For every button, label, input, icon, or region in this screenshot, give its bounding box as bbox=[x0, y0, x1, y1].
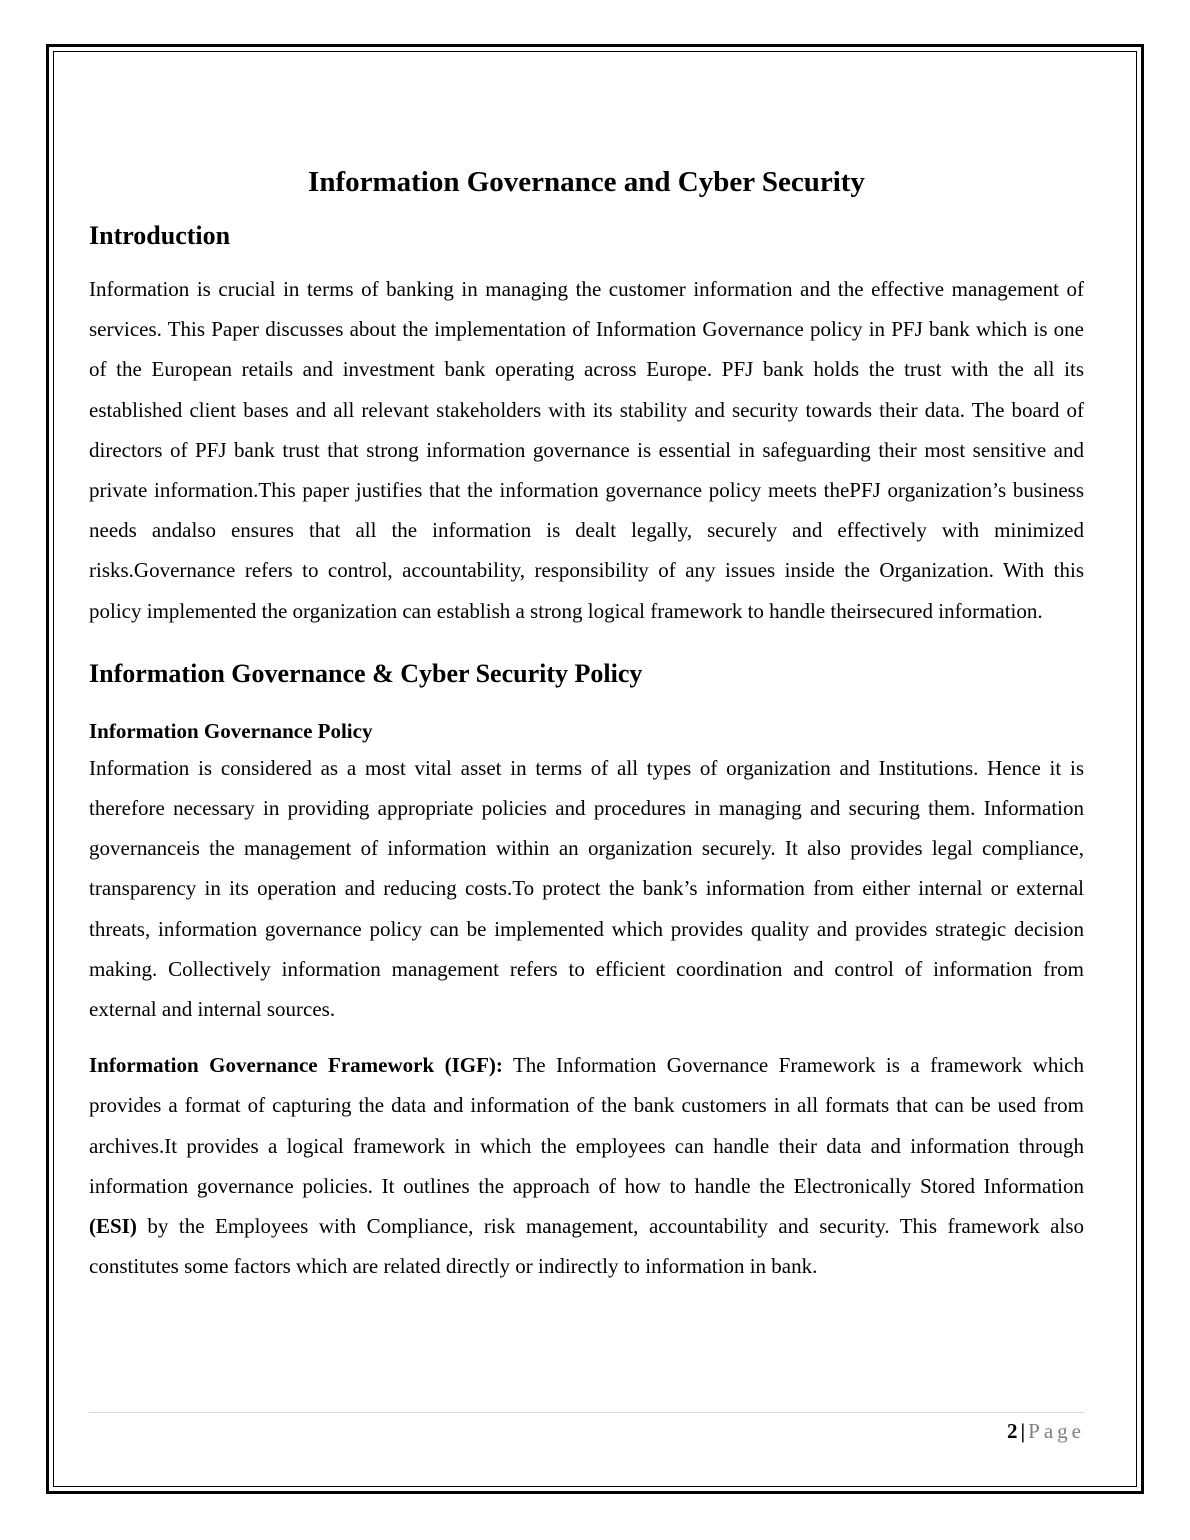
ig-policy-paragraph: Information is considered as a most vital asset in terms of all types of organization and Institutions. Hence it is therefore necessary in providing appropriate policies and procedures in managing and securing them. Information governanceis the management of information within an organization securely. It also provides legal compliance, transparency in its operation and reducing costs.To protect the bank’s information from either internal or external threats, information governance policy can be implemented which provides quality and provides strategic decision making. Collectively information management refers to efficient coordination and control of information from external and internal sources. bbox=[89, 755, 1084, 1022]
page-number: 2 bbox=[1007, 1419, 1018, 1443]
introduction-paragraph: Information is crucial in terms of banking in managing the customer information and the effective management of services. This Paper discusses about the implementation of Information Governance policy in PFJ bank which is one of the European retails and investment bank operating across Europe. PFJ bank holds the trust with the all its established client bases and all relevant stakeholders with its stability and security towards their data. The board of directors of PFJ bank trust that strong information governance is essential in safeguarding their most sensitive and private information.This paper justifies that the information governance policy meets thePFJ organization’s business needs andalso ensures that all the information is dealt legally, securely and effectively with minimized risks.Governance refers to control, accountability, responsibility of any issues inside the Organization. With this policy implemented the organization can establish a strong logical framework to handle theirsecured information. bbox=[89, 277, 1084, 623]
igf-text-part-2: by the Employees with Compliance, risk management, accountability and security. This framework also constitutes some factors which are related directly or indirectly to information in bank. bbox=[89, 1214, 1084, 1279]
footer-separator: | bbox=[1020, 1419, 1026, 1443]
footer-rule bbox=[89, 1412, 1085, 1413]
page-footer bbox=[1007, 1417, 1085, 1445]
document-title: Information Governance and Cyber Security bbox=[308, 166, 865, 198]
esi-term: (ESI) bbox=[89, 1214, 137, 1239]
igf-lead-term: Information Governance Framework (IGF): bbox=[89, 1053, 503, 1078]
policy-section-heading: Information Governance & Cyber Security Policy bbox=[89, 658, 643, 688]
introduction-heading: Introduction bbox=[89, 221, 231, 250]
document-body bbox=[89, 160, 1084, 1286]
ig-policy-heading: Information Governance Policy bbox=[89, 718, 373, 743]
page-label: Page bbox=[1028, 1419, 1085, 1443]
igf-paragraph bbox=[89, 1045, 1084, 1286]
igf-text-part-1: The Information Governance Framework is a framework which provides a format of capturing the data and information of the bank customers in all formats that can be used from archives.It provides a logical framework in which the employees can handle their data and information through information governance policies. It outlines the approach of how to handle the Electronically Stored Information bbox=[89, 1053, 1084, 1198]
